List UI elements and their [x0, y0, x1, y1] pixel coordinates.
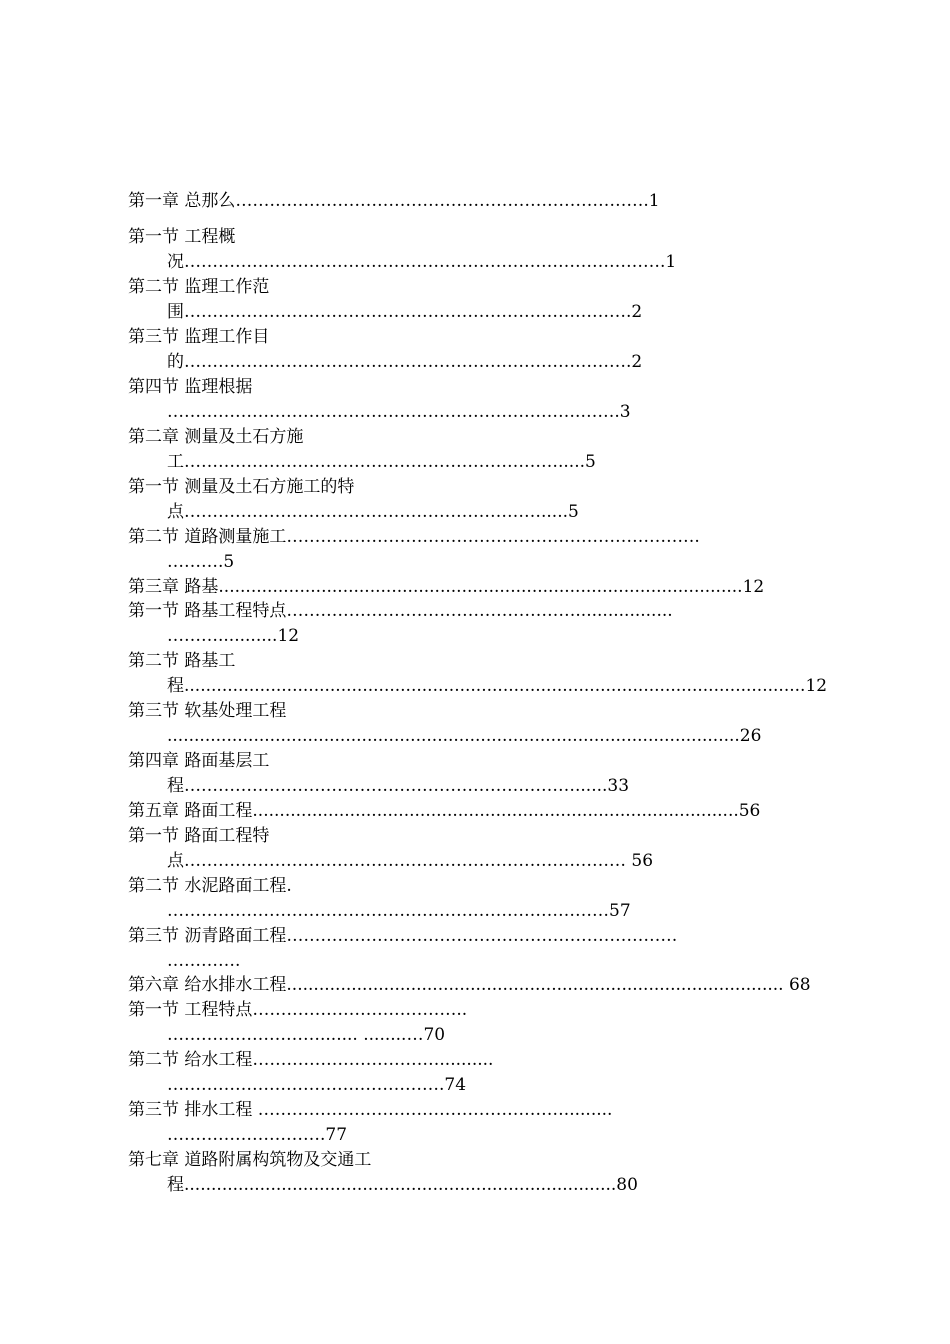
toc-section-6-1: 第一节 工程特点………………………………..	[128, 1000, 468, 1020]
toc-chapter-2-cont: 工………………………………………………………….....5	[167, 452, 596, 472]
toc-section-5-1-cont: 点…………………………………………………………………… 56	[167, 851, 654, 871]
toc-chapter-4-cont: 程……………………………………………………………......33	[167, 776, 630, 796]
toc-section-1-4: 第四节 监理根据	[128, 377, 253, 397]
toc-section-1-1-cont: 况………………………………………………………………………….1	[167, 252, 677, 272]
toc-section-1-2-cont: 围…………………………………………………………………….2	[167, 302, 643, 322]
toc-section-3-3: 第三节 软基处理工程	[128, 701, 287, 721]
toc-section-3-2: 第二节 路基工	[128, 651, 236, 671]
toc-chapter-7-cont: 程................................................................................80	[167, 1175, 638, 1195]
toc-section-1-3: 第三节 监理工作目	[128, 327, 270, 347]
toc-chapter-6: 第六章 给水排水工程............................................................................................ 68	[128, 975, 811, 995]
toc-section-3-3-cont: ..........................................................................................................26	[167, 726, 762, 746]
toc-section-1-2: 第二节 监理工作范	[128, 277, 270, 297]
toc-chapter-7: 第七章 道路附属构筑物及交通工	[128, 1150, 372, 1170]
toc-section-6-2-cont: ………………………………………….74	[167, 1075, 467, 1095]
toc-section-6-2: 第二节 给水工程……………………………..........	[128, 1050, 494, 1070]
toc-section-3-1: 第一节 路基工程特点……………………………………………..................	[128, 601, 673, 621]
toc-section-3-1-cont: ………...........12	[167, 626, 300, 646]
toc-chapter-1: 第一章 总那么……………………………………………………………….1	[128, 191, 660, 211]
toc-chapter-2: 第二章 测量及土石方施	[128, 427, 304, 447]
toc-section-6-1-cont: ………………………....... ........…70	[167, 1025, 446, 1045]
toc-section-5-3: 第三节 沥青路面工程……………………………………………………………	[128, 926, 678, 946]
toc-section-2-2: 第二节 道路测量施工……………………………………………………………….	[128, 527, 700, 547]
toc-chapter-4: 第四章 路面基层工	[128, 751, 270, 771]
toc-section-5-1: 第一节 路面工程特	[128, 826, 270, 846]
toc-section-6-3-cont: ……………………….77	[167, 1125, 348, 1145]
toc-section-1-3-cont: 的…………………………………………………………………….2	[167, 352, 643, 372]
toc-section-5-3-cont: ………….	[167, 951, 241, 971]
toc-chapter-5: 第五章 路面工程..........................................................................................56	[128, 801, 761, 821]
toc-section-1-4-cont: ……………………………………………………………….…….3	[167, 402, 631, 422]
toc-chapter-3: 第三章 路基.................................................................................................12	[128, 577, 765, 597]
toc-section-1-1: 第一节 工程概	[128, 227, 236, 247]
toc-section-2-2-cont: ……….5	[167, 552, 235, 572]
toc-section-2-1-cont: 点……………………………………………………….....5	[167, 502, 579, 522]
toc-section-3-2-cont: 程...................................................................................................................12	[167, 676, 828, 696]
toc-section-5-2-cont: ……………………………………………………………………57	[167, 901, 631, 921]
toc-section-5-2: 第二节 水泥路面工程.	[128, 876, 292, 896]
toc-section-2-1: 第一节 测量及土石方施工的特	[128, 477, 355, 497]
toc-section-6-3: 第三节 排水工程 ……………………………………………….........	[128, 1100, 613, 1120]
